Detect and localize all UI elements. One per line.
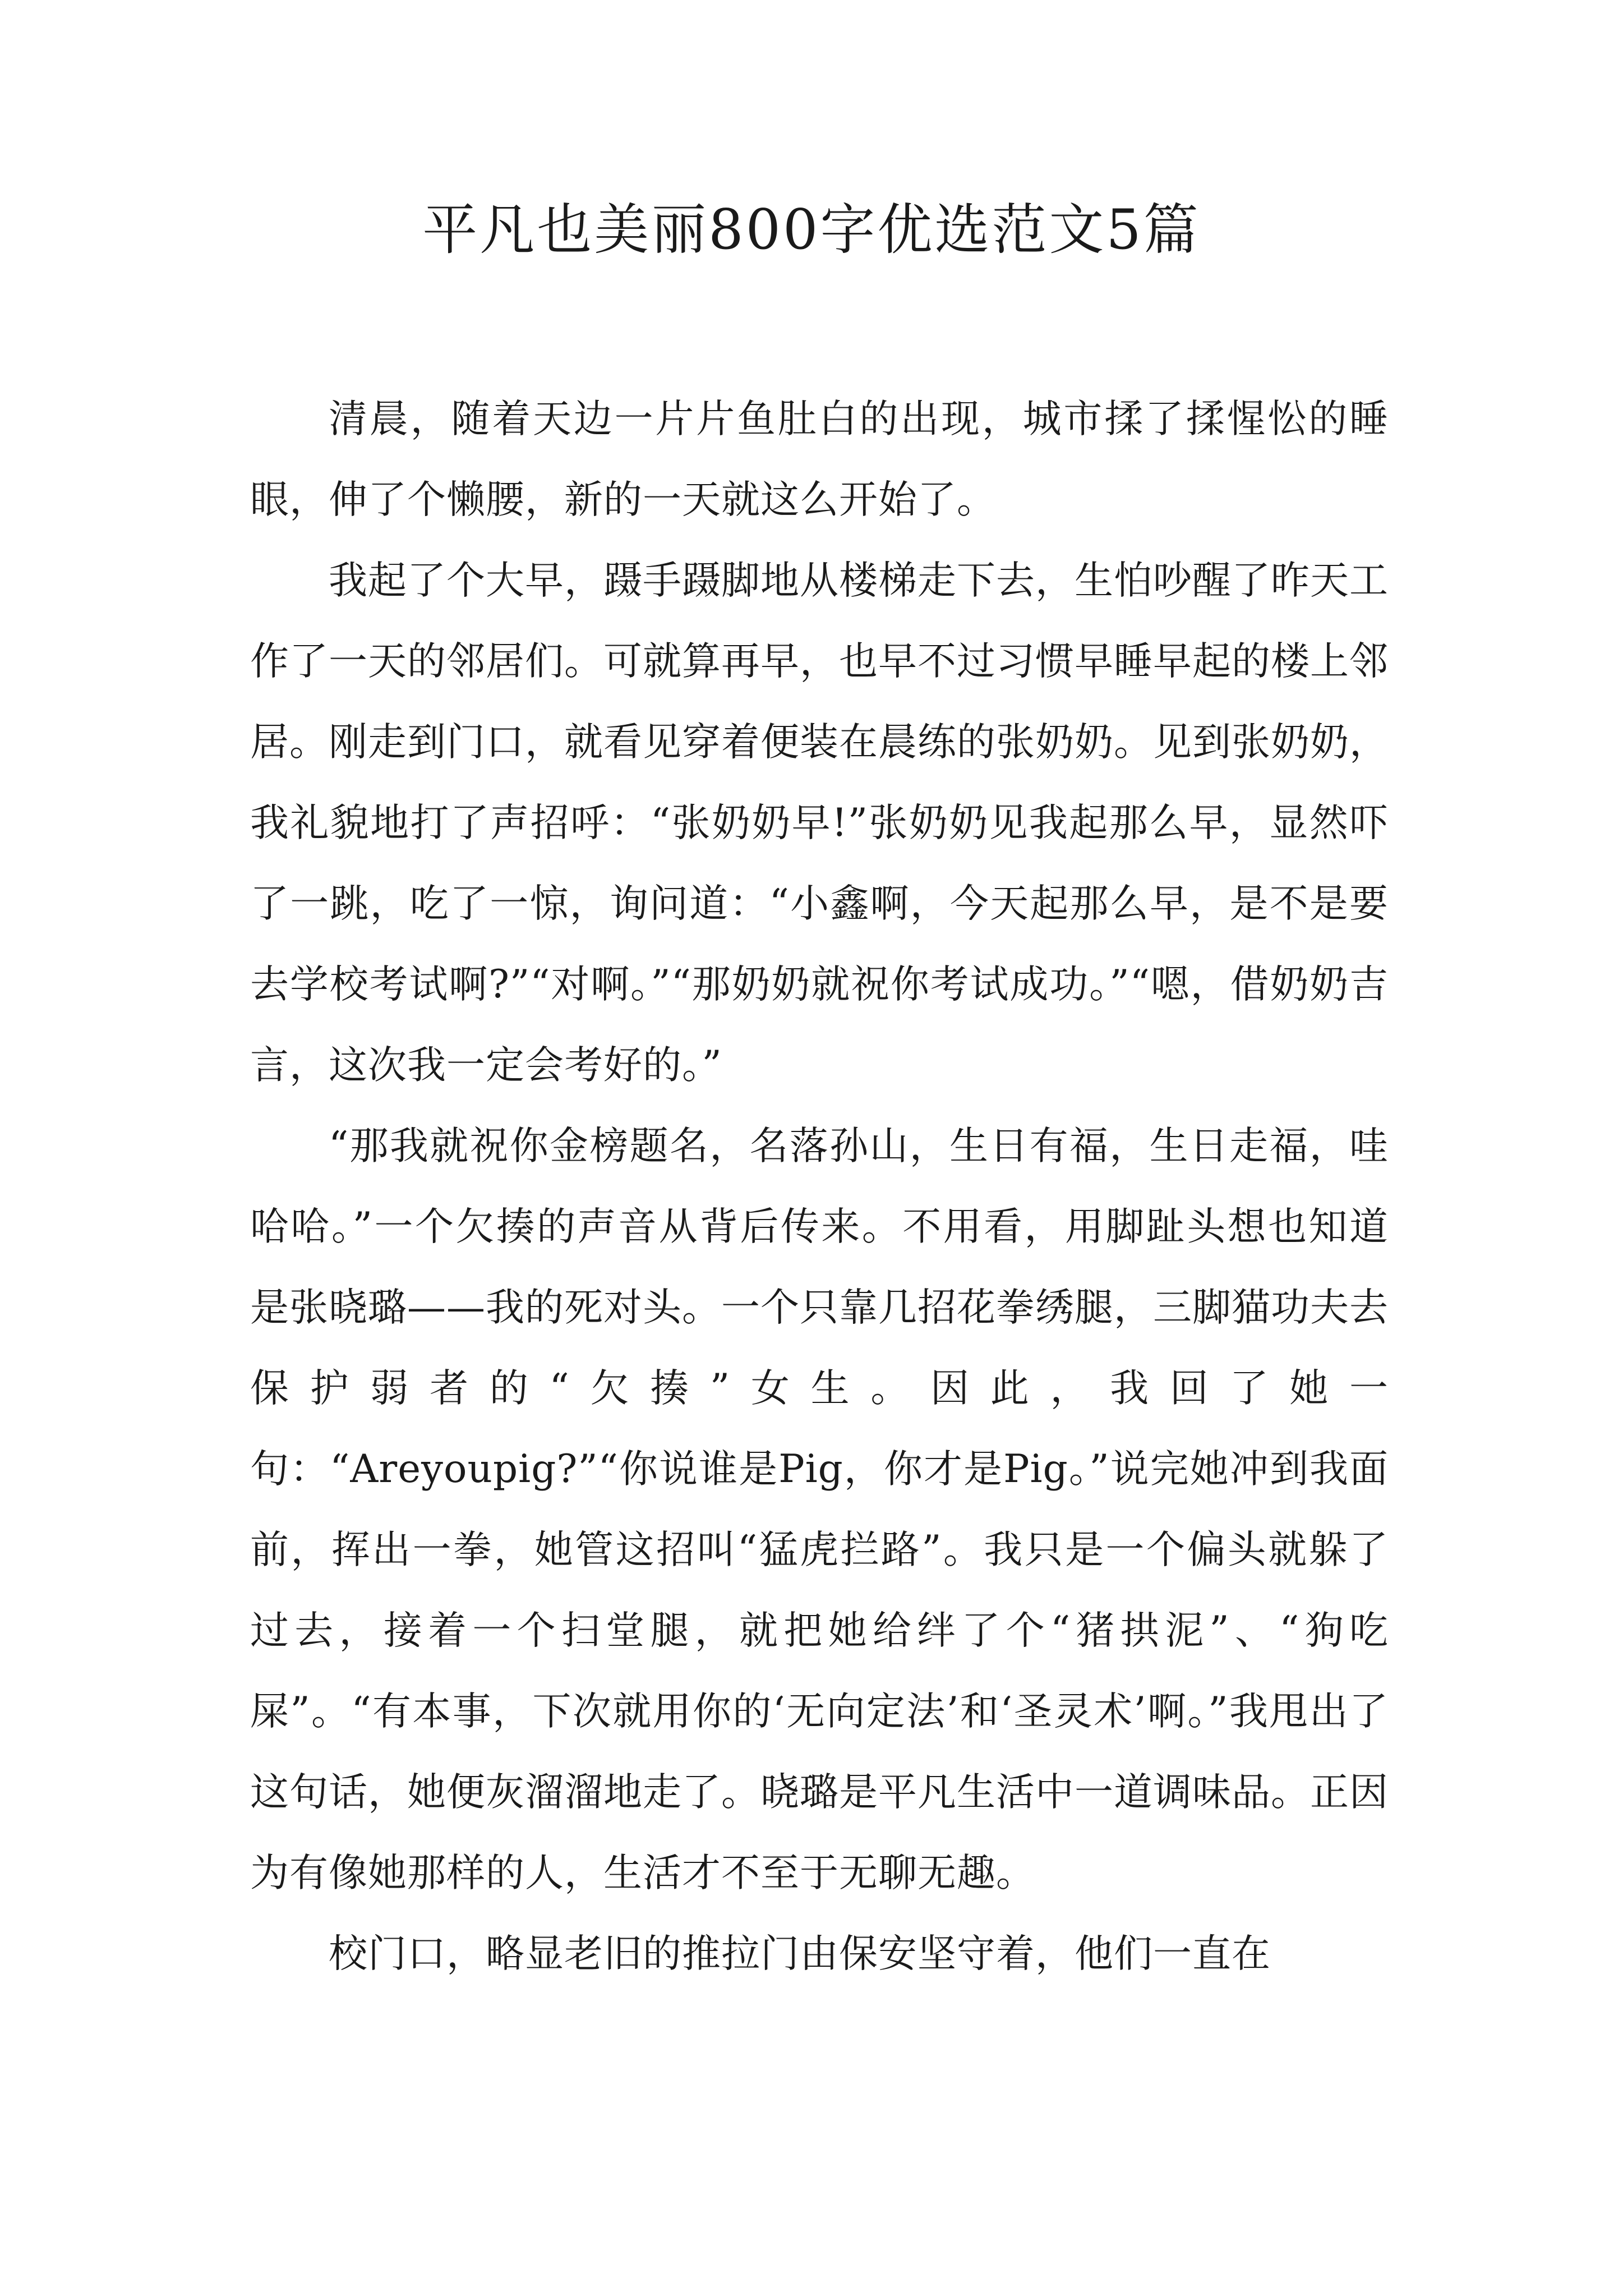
document-title: 平凡也美丽800字优选范文5篇 (422, 198, 1201, 262)
paragraph: “那我就祝你金榜题名，名落孙山，生日有福，生日走福，哇哈哈。”一个欠揍的声音从背后传来。不用看，用脚趾头想也知道是张晓璐——我的死对头。一个只靠几招花拳绣腿，三脚猫功夫去保护弱者的“欠揍”女生。因此，我回了她一句：“Areyoupig?”“你说谁是Pig，你才是Pig。”说完她冲到我面前，挥出一拳，她管这招叫“猛虎拦路”。我只是一个偏头就躲了过去，接着一个扫堂腿，就把她给绊了个“猪拱泥”、“狗吃屎”。“有本事，下次就用你的‘无向定法’和‘圣灵术’啊。”我甩出了这句话，她便灰溜溜地走了。晓璐是平凡生活中一道调味品。正因为有像她那样的人，生活才不至于无聊无趣。 (250, 1124, 1389, 1895)
paragraph: 校门口，略显老旧的推拉门由保安坚守着，他们一直在 (329, 1931, 1271, 1976)
paragraph: 清晨，随着天边一片片鱼肚白的出现，城市揉了揉惺忪的睡眼，伸了个懒腰，新的一天就这么开始了。 (250, 397, 1389, 522)
document-body (250, 379, 1389, 1994)
paragraph: 我起了个大早，蹑手蹑脚地从楼梯走下去，生怕吵醒了昨天工作了一天的邻居们。可就算再早，也早不过习惯早睡早起的楼上邻居。刚走到门口，就看见穿着便装在晨练的张奶奶。见到张奶奶，我礼貌地打了声招呼：“张奶奶早!”张奶奶见我起那么早，显然吓了一跳，吃了一惊，询问道：“小鑫啊，今天起那么早，是不是要去学校考试啊?”“对啊。”“那奶奶就祝你考试成功。”“嗯，借奶奶吉言，这次我一定会考好的。” (250, 558, 1389, 1088)
